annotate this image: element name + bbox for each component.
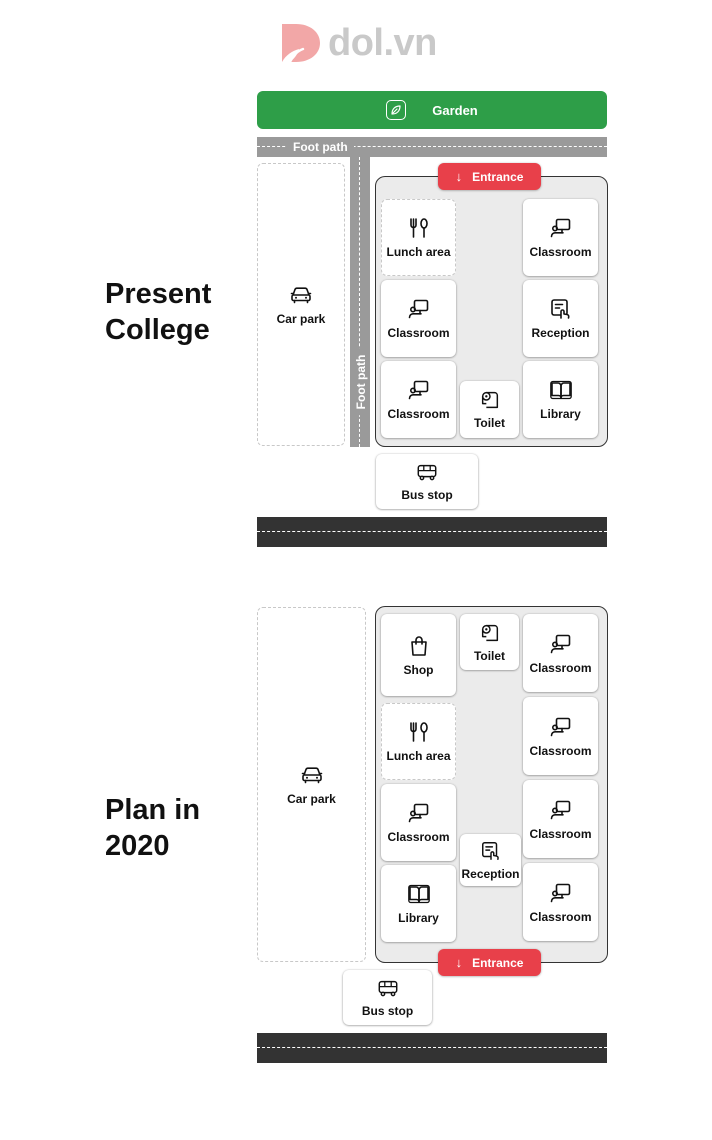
foot-path-v-label: Foot path (353, 349, 369, 416)
bus-stop-label: Bus stop (401, 488, 453, 502)
classroom-icon (407, 378, 431, 402)
plan-bus-stop (343, 970, 432, 1025)
bus-icon (415, 461, 439, 483)
room-label: Classroom (529, 245, 592, 259)
logo-mark-icon (280, 20, 322, 66)
leaf-icon (386, 100, 406, 120)
room-label: Classroom (387, 830, 450, 844)
classroom-icon (549, 216, 573, 240)
present-classroom-mid-left (381, 280, 456, 357)
plan-title-line1: Plan in (105, 794, 201, 826)
foot-path-h-label: Foot path (287, 139, 354, 155)
classroom-icon (549, 715, 573, 739)
fork-spoon-icon (407, 720, 431, 744)
room-label: Toilet (473, 416, 506, 430)
car-icon (289, 283, 313, 307)
plan-classroom-left (381, 784, 456, 861)
classroom-icon (549, 881, 573, 905)
plan-shop (381, 614, 456, 696)
entrance-label: Entrance (472, 955, 524, 970)
foot-path-horizontal (257, 137, 607, 157)
present-classroom-top-right (523, 199, 598, 276)
bus-icon (376, 977, 400, 999)
plan-entrance (438, 949, 541, 976)
present-toilet (460, 381, 519, 438)
present-entrance (438, 163, 541, 190)
plan-classroom-r2 (523, 697, 598, 775)
room-label: Toilet (473, 648, 506, 663)
plan-road (257, 1033, 607, 1063)
bus-stop-label: Bus stop (361, 1004, 414, 1018)
room-label: Shop (403, 662, 434, 677)
present-title (105, 276, 211, 348)
present-title-line2: College (105, 314, 210, 346)
reception-icon (549, 297, 573, 321)
fork-spoon-icon (407, 216, 431, 240)
plan-title-line2: 2020 (105, 830, 170, 862)
arrow-down-icon: ↓ (455, 955, 463, 970)
plan-classroom-r4 (523, 863, 598, 941)
garden-label: Garden (432, 102, 478, 118)
logo-text: dol.vn (328, 21, 437, 64)
present-classroom-bottom-left (381, 361, 456, 438)
room-label: Classroom (529, 743, 592, 758)
plan-library (381, 865, 456, 942)
plan-car-park (257, 607, 366, 962)
classroom-icon (407, 297, 431, 321)
present-lunch-area (381, 199, 456, 276)
classroom-icon (549, 798, 573, 822)
shopping-bag-icon (407, 634, 431, 658)
plan-classroom-r1 (523, 614, 598, 692)
classroom-icon (407, 801, 431, 825)
reception-icon (480, 840, 502, 862)
car-icon (300, 763, 324, 787)
toilet-paper-icon (479, 389, 501, 411)
room-label: Library (398, 911, 439, 925)
toilet-paper-icon (479, 622, 501, 644)
plan-reception (460, 834, 521, 886)
room-label: Classroom (529, 826, 592, 841)
room-label: Classroom (529, 660, 592, 675)
present-bus-stop (376, 454, 478, 509)
book-icon (407, 882, 431, 906)
present-library (523, 361, 598, 438)
arrow-down-icon: ↓ (455, 169, 463, 184)
present-title-line1: Present (105, 278, 212, 310)
plan-classroom-r3 (523, 780, 598, 858)
classroom-icon (549, 632, 573, 656)
room-label: Classroom (387, 407, 450, 421)
entrance-label: Entrance (472, 169, 524, 184)
room-label: Library (540, 407, 581, 421)
plan-toilet (460, 614, 519, 670)
room-label: Lunch area (386, 245, 451, 259)
plan-lunch-area (381, 703, 456, 780)
car-park-label: Car park (287, 792, 336, 806)
garden-area (257, 91, 607, 129)
room-label: Reception (461, 866, 520, 881)
room-label: Lunch area (386, 749, 451, 763)
car-park-label: Car park (276, 312, 326, 326)
plan-title (105, 792, 200, 864)
room-label: Reception (531, 326, 590, 340)
room-label: Classroom (529, 909, 592, 924)
present-reception (523, 280, 598, 357)
book-icon (549, 378, 573, 402)
present-road (257, 517, 607, 547)
brand-logo (280, 18, 440, 68)
room-label: Classroom (387, 326, 450, 340)
present-car-park (257, 163, 345, 446)
